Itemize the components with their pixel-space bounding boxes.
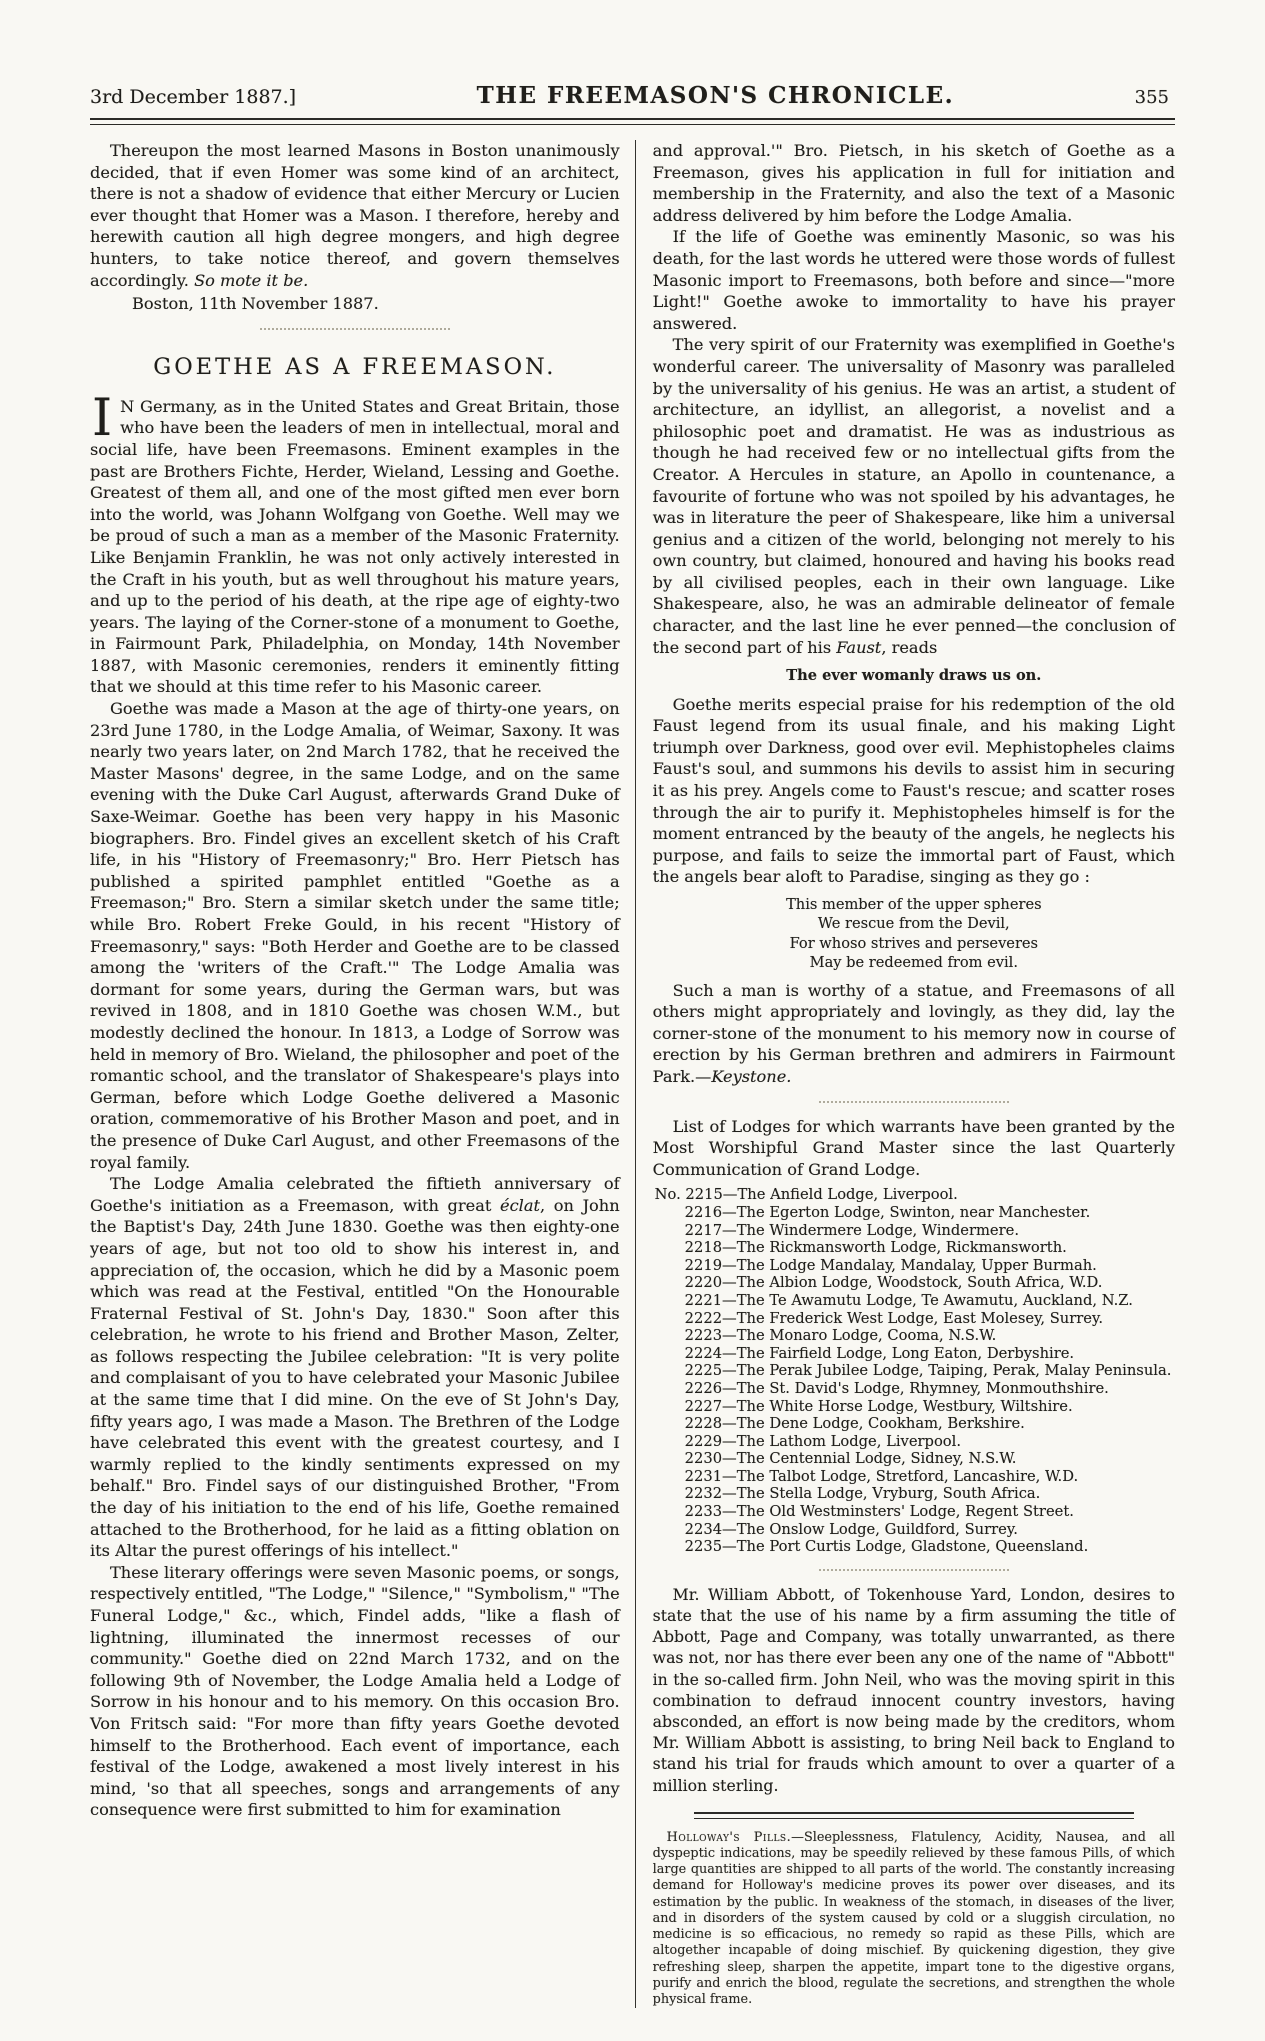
lodge-list-item: 2218—The Rickmansworth Lodge, Rickmansworth.	[684, 1239, 1067, 1257]
lodge-list-intro: List of Lodges for which warrants have been granted by the Most Worshipful Grand Master since the last Quarterly Communication of Grand Lodge.	[652, 1116, 1175, 1179]
abbott-notice: Mr. William Abbott, of Tokenhouse Yard, London, desires to state that the use of his name by a firm assuming the title of Abbott, Page and Company, was totally unwarranted, as there was not, nor has there ever been any one of the name of "Abbott" in the so-called firm. John Neil, who was the moving spirit in this combination to defraud innocent country investors, having absconded, an effort is now being made by the creditors, whom Mr. William Abbott is assisting, to bring Neil back to England to stand his trial for frauds which amount to over a quarter of a million sterling.	[652, 1584, 1175, 1795]
masthead-rule	[90, 118, 1175, 125]
verse-line: For whoso strives and perseveres	[789, 934, 1039, 952]
article-paragraph-1	[90, 388, 620, 698]
section-separator	[260, 328, 450, 330]
lodge-list-item: 2225—The Perak Jubilee Lodge, Taiping, Perak, Malay Peninsula.	[684, 1362, 1172, 1380]
issue-date: 3rd December 1887.]	[90, 86, 297, 108]
article-paragraph-4: These literary offerings were seven Masonic poems, or songs, respectively entitled, "The Lodge," "Silence," "Symbolism," "The Funeral Lodge," &c., which, Findel adds, "like a flash of lightning, illuminated the innermost recesses of our community." Goethe died on 22nd March 1732, and on the following 9th of November, the Lodge Amalia held a Lodge of Sorrow in his honour and to his memory. On this occasion Bro. Von Fritsch said: "For more than fifty years Goethe devoted himself to the Brotherhood. Each event of importance, each festival of the Lodge, awakened a most lively interest in his mind, 'so that all speeches, songs and arrangements of any consequence were first submitted to him for examination	[90, 1562, 620, 1820]
boston-letter-paragraph: Thereupon the most learned Masons in Boston unanimously decided, that if even Homer was some kind of an architect, there is not a shadow of evidence that either Mercury or Lucien ever thought that Homer was a Mason. I therefore, hereby and herewith caution all high degree mongers, and high degree hunters, to take notice thereof, and govern themselves accordingly. So mote it be.	[90, 141, 620, 290]
section-separator	[819, 1101, 1009, 1103]
article-paragraph-5: and approval.'" Bro. Pietsch, in his sketch of Goethe as a Freemason, gives his application in full for initiation and membership in the Fraternity, and also the text of a Masonic address delivered by him before the Lodge Amalia.	[652, 141, 1175, 225]
lodge-list-item: 2230—The Centennial Lodge, Sidney, N.S.W.	[684, 1450, 1017, 1468]
verse-line: May be redeemed from evil.	[809, 954, 1018, 972]
article-paragraph-6: If the life of Goethe was eminently Masonic, so was his death, for the last words he uttered were those words of fullest Masonic import to Freemasons, both before and since—"more Light!" Goethe awoke to immortality to have his prayer answered.	[652, 227, 1175, 333]
lodge-list-item: 2224—The Fairfield Lodge, Long Eaton, Derbyshire.	[684, 1344, 1075, 1362]
dropcap-letter: I	[92, 388, 113, 448]
masthead	[0, 0, 1265, 109]
lodge-list	[653, 1186, 1175, 1555]
advert-rule	[694, 1812, 1134, 1819]
lodge-list-item: 2233—The Old Westminsters' Lodge, Regent Street.	[684, 1503, 1074, 1521]
article-paragraph-8: Goethe merits especial praise for his redemption of the old Faust legend from its usual finale, and his making Light triumph over Darkness, good over evil. Mephistopheles claims Faust's soul, and summons his devils to assist him in securing it as his prey. Angels come to Faust's rescue; and scatter roses through the air to purify it. Mephistopheles himself is for the moment entranced by the beauty of the angels, he neglects his purpose, and fails to seize the immortal part of Faust, which the angels bear aloft to Paradise, singing as they go :	[652, 694, 1175, 887]
verse-line: This member of the upper spheres	[786, 896, 1042, 913]
lodge-list-item: 2217—The Windermere Lodge, Windermere.	[684, 1221, 1019, 1239]
section-separator	[819, 1569, 1009, 1571]
article-paragraph-1-text: N Germany, as in the United States and Great Britain, those who have been the leaders of men in intellectual, moral and social life, have been Freemasons. Eminent examples in the past are Brothers Fichte, Herder, Wieland, Lessing and Goethe. Greatest of them all, and one of the most gifted men ever born into the world, was Johann Wolfgang von Goethe. Well may we be proud of such a man as a member of the Masonic Fraternity. Like Benjamin Franklin, he was not only actively interested in the Craft in his youth, but as well throughout his mature years, and up to the period of his death, at the ripe age of eighty-two years. The laying of the Corner-stone of a monument to Goethe, in Fairmount Park, Philadelphia, on Monday, 14th November 1887, with Masonic ceremonies, renders it eminently fitting that we should at this time refer to his Masonic career.	[90, 396, 620, 697]
lodge-list-item: 2234—The Onslow Lodge, Guildford, Surrey.	[684, 1520, 1018, 1538]
lodge-list-item: No. 2215—The Anfield Lodge, Liverpool.	[654, 1186, 958, 1204]
article-paragraph-7: The very spirit of our Fraternity was exemplified in Goethe's wonderful career. The universality of Masonry was paralleled by the universality of his genius. He was an artist, a student of architecture, an idyllist, an allegorist, a novelist and a philosophic poet and dramatist. He was as industrious as though he had received few or no intellectual gifts from the Creator. A Hercules in stature, an Apollo in countenance, a favourite of fortune who was not spoiled by his advantages, he was in literature the peer of Shakespeare, like him a universal genius and a citizen of the world, belonging not merely to his own country, but claimed, honoured and having his books read by all civilised peoples, each in their own language. Like Shakespeare, also, he was an admirable delineator of female character, and the last line he ever penned—the conclusion of the second part of his Faust, reads	[652, 335, 1175, 657]
page-columns	[90, 140, 1175, 2008]
lodge-list-item: 2235—The Port Curtis Lodge, Gladstone, Queensland.	[684, 1538, 1089, 1556]
lodge-list-item: 2232—The Stella Lodge, Vryburg, South Africa.	[684, 1485, 1041, 1503]
lodge-list-item: 2222—The Frederick West Lodge, East Molesey, Surrey.	[684, 1309, 1104, 1327]
left-column	[90, 140, 635, 2008]
article-paragraph-9: Such a man is worthy of a statue, and Freemasons of all others might appropriately and lovingly, as they did, lay the corner-stone of the monument to his memory now in course of erection by his German brethren and admirers in Fairmount Park.—Keystone.	[652, 980, 1175, 1086]
page-number: 355	[1134, 87, 1169, 108]
lodge-list-item: 2221—The Te Awamutu Lodge, Te Awamutu, Auckland, N.Z.	[684, 1291, 1133, 1309]
lodge-list-item: 2231—The Talbot Lodge, Stretford, Lancashire, W.D.	[684, 1467, 1079, 1485]
angels-verse	[653, 895, 1175, 973]
article-title: GOETHE AS A FREEMASON.	[153, 353, 557, 380]
lodge-list-item: 2223—The Monaro Lodge, Cooma, N.S.W.	[684, 1327, 997, 1345]
boston-dateline: Boston, 11th November 1887.	[132, 294, 379, 314]
article-paragraph-2: Goethe was made a Mason at the age of thirty-one years, on 23rd June 1780, in the Lodge Amalia, of Weimar, Saxony. It was nearly two years later, on 2nd March 1782, that he received the Master Masons' degree, in the same Lodge, and on the same evening with the Duke Carl August, afterwards Grand Duke of Saxe-Weimar. Goethe has been very happy in his Masonic biographers. Bro. Findel gives an excellent sketch of his Craft life, in his "History of Freemasonry;" Bro. Herr Pietsch has published a spirited pamphlet entitled "Goethe as a Freemason;" Bro. Stern a similar sketch under the same title; while Bro. Robert Freke Gould, in his recent "History of Freemasonry," says: "Both Herder and Goethe are to be classed among the 'writers of the Craft.'" The Lodge Amalia was dormant for some years, during the German wars, but was revived in 1808, and in 1810 Goethe was chosen W.M., but modestly declined the honour. In 1813, a Lodge of Sorrow was held in memory of Bro. Wieland, the philosopher and poet of the romantic school, and the translator of Shakespeare's plays into German, before which Lodge Goethe delivered a Masonic oration, commemorative of his Brother Mason and poet, and in the presence of Duke Carl August, and other Freemasons of the royal family.	[90, 699, 620, 1172]
lodge-list-item: 2229—The Lathom Lodge, Liverpool.	[684, 1432, 961, 1450]
right-column	[635, 140, 1175, 2008]
lodge-list-item: 2226—The St. David's Lodge, Rhymney, Monmouthshire.	[684, 1379, 1109, 1397]
verse-line: We rescue from the Devil,	[817, 915, 1010, 933]
masthead-title: THE FREEMASON'S CHRONICLE.	[476, 82, 955, 109]
holloways-pills-advert: Holloway's Pills.—Sleeplessness, Flatulency, Acidity, Nausea, and all dyspeptic indications, may be speedily relieved by these famous Pills, of which large quantities are shipped to all parts of the world. The constantly increasing demand for Holloway's medicine proves its power over diseases, and its estimation by the public. In weakness of the stomach, in diseases of the liver, and in disorders of the system caused by cold or a sluggish circulation, no medicine is so efficacious, no remedy so rapid as these Pills, which are altogether incapable of doing mischief. By quickening digestion, they give refreshing sleep, sharpen the appetite, impart tone to the digestive organs, purify and enrich the blood, regulate the secretions, and strengthen the whole physical frame.	[652, 1829, 1175, 2007]
lodge-list-item: 2220—The Albion Lodge, Woodstock, South Africa, W.D.	[684, 1274, 1103, 1292]
lodge-list-item: 2228—The Dene Lodge, Cookham, Berkshire.	[684, 1415, 1025, 1433]
lodge-list-item: 2227—The White Horse Lodge, Westbury, Wiltshire.	[684, 1397, 1073, 1415]
article-paragraph-3: The Lodge Amalia celebrated the fiftieth anniversary of Goethe's initiation as a Freemason, with great éclat, on John the Baptist's Day, 24th June 1830. Goethe was then eighty-one years of age, but not too old to show his interest in, and appreciation of, the occasion, which he did by a Masonic poem which was read at the Festival, entitled "On the Honourable Fraternal Festival of St. John's Day, 1830." Soon after this celebration, he wrote to his friend and Brother Mason, Zelter, as follows respecting the Jubilee celebration: "It is very polite and complaisant of you to have celebrated your Masonic Jubilee at the same time that I did mine. On the eve of St John's Day, fifty years ago, I was made a Mason. The Brethren of the Lodge have celebrated this event with the greatest courtesy, and I warmly replied to the kindly sentiments expressed on my behalf." Bro. Findel says of our distinguished Brother, "From the day of his initiation to the end of his life, Goethe remained attached to the Brotherhood, for he laid as a fitting oblation on its Altar the purest offerings of his intellect."	[90, 1174, 620, 1561]
lodge-list-item: 2216—The Egerton Lodge, Swinton, near Manchester.	[684, 1203, 1091, 1221]
faust-conclusion-line: The ever womanly draws us on.	[786, 667, 1042, 685]
lodge-list-item: 2219—The Lodge Mandalay, Mandalay, Upper Burmah.	[684, 1256, 1097, 1274]
